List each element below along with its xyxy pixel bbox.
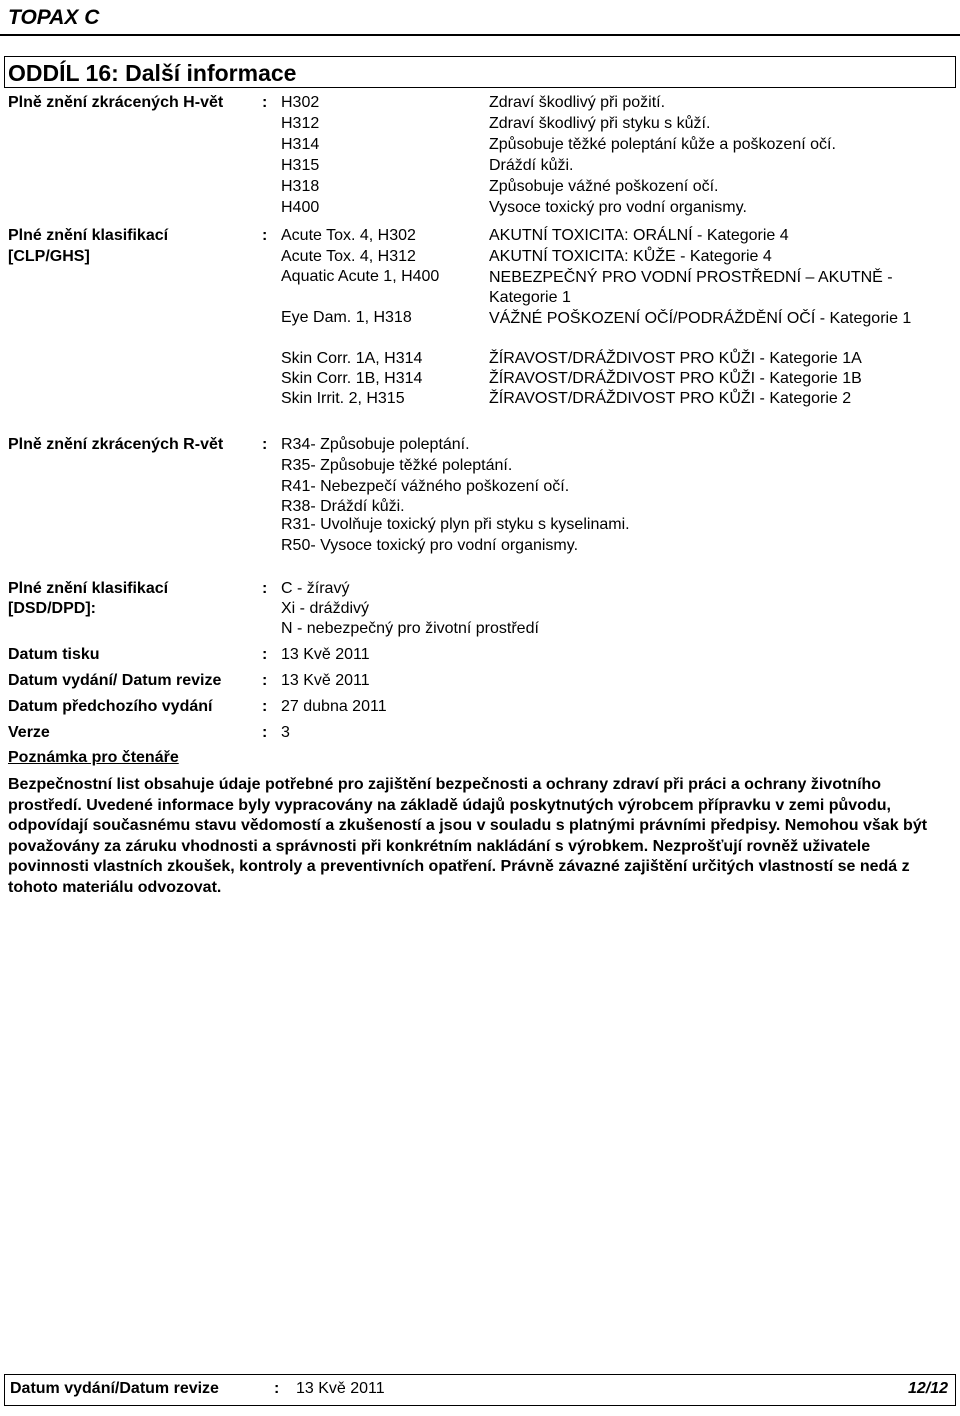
clp-label-line1: Plné znění klasifikací <box>8 227 169 244</box>
footer-colon: : <box>274 1380 280 1397</box>
issue-date-label: Datum vydání/ Datum revize <box>8 672 222 689</box>
clp-class-code: Acute Tox. 4, H302 <box>281 227 416 244</box>
h-phrase-text: Způsobuje těžké poleptání kůže a poškození očí. <box>489 136 836 153</box>
version-colon: : <box>262 724 268 741</box>
h-phrase-text: Zdraví škodlivý při požití. <box>489 94 666 111</box>
clp-class-code: Skin Corr. 1B, H314 <box>281 370 423 387</box>
section-title: ODDÍL 16: Další informace <box>8 60 297 86</box>
h-phrase-text: Vysoce toxický pro vodní organismy. <box>489 199 747 216</box>
page-number: 12/12 <box>907 1380 948 1397</box>
clp-class-code: Skin Irrit. 2, H315 <box>281 390 405 407</box>
clp-class-code: Eye Dam. 1, H318 <box>281 309 412 326</box>
clp-class-text: AKUTNÍ TOXICITA: ORÁLNÍ - Kategorie 4 <box>489 227 789 244</box>
clp-class-text: ŽÍRAVOST/DRÁŽDIVOST PRO KŮŽI - Kategorie 2 <box>489 390 852 407</box>
dsd-label-line2: [DSD/DPD]: <box>8 600 96 617</box>
r-phrase: R31- Uvolňuje toxický plyn při styku s kyselinami. <box>281 516 630 533</box>
print-date-colon: : <box>262 646 268 663</box>
h-phrase-text: Způsobuje vážné poškození očí. <box>489 178 719 195</box>
clp-class-code: Aquatic Acute 1, H400 <box>281 268 440 285</box>
dsd-label-line1: Plné znění klasifikací <box>8 580 169 597</box>
previous-issue-label: Datum předchozího vydání <box>8 698 213 715</box>
clp-colon: : <box>262 227 268 244</box>
r-phrases-label: Plně znění zkrácených R-vět <box>8 436 224 453</box>
product-title: TOPAX C <box>8 6 100 29</box>
r-phrase: R38- Dráždí kůži. <box>281 498 405 515</box>
h-phrases-label: Plně znění zkrácených H-vět <box>8 94 224 111</box>
h-phrase-text: Dráždí kůži. <box>489 157 574 174</box>
r-phrase: R34- Způsobuje poleptání. <box>281 436 470 453</box>
footer-date-value: 13 Kvě 2011 <box>296 1380 385 1397</box>
clp-class-text: ŽÍRAVOST/DRÁŽDIVOST PRO KŮŽI - Kategorie 1B <box>489 370 862 387</box>
issue-date-colon: : <box>262 672 268 689</box>
clp-class-text: NEBEZPEČNÝ PRO VODNÍ PROSTŘEDNÍ – AKUTNĚ - Kategorie 1 <box>489 269 893 306</box>
h-phrase-code: H302 <box>281 94 320 111</box>
h-phrase-code: H400 <box>281 199 320 216</box>
clp-class-code: Acute Tox. 4, H312 <box>281 248 416 265</box>
issue-date-value: 13 Kvě 2011 <box>281 672 370 689</box>
reader-note-text: Bezpečnostní list obsahuje údaje potřebné pro zajištění bezpečnosti a ochrany zdraví při práci a ochrany životního prostředí. Uvedené informace byly vypracovány na základě údajů poskytnutých výrobcem přípravku v zemi původu, odpovídají současnému stavu vědomostí a zkušeností a jsou v souladu s platnými právními předpisy. Nemohou však být považovány za záruku vhodnosti a správnosti při konkrétním nakládání s výrobkem. Nezprošťují rovněž uživatele povinnosti vlastních zkoušek, kontroly a preventivních opatření. Právně závazné zajištění určitých vlastností se nedá z tohoto materiálu odvozovat. <box>8 776 928 896</box>
dsd-class: Xi - dráždivý <box>281 600 370 617</box>
version-value: 3 <box>281 724 290 741</box>
r-phrases-colon: : <box>262 436 268 453</box>
h-phrase-code: H318 <box>281 178 320 195</box>
clp-label-line2: [CLP/GHS] <box>8 248 90 265</box>
dsd-class: C - žíravý <box>281 580 350 597</box>
clp-class-text: ŽÍRAVOST/DRÁŽDIVOST PRO KŮŽI - Kategorie 1A <box>489 350 862 367</box>
h-phrase-code: H314 <box>281 136 320 153</box>
footer-date-label: Datum vydání/Datum revize <box>10 1380 219 1397</box>
dsd-colon: : <box>262 580 268 597</box>
h-phrase-code: H312 <box>281 115 320 132</box>
reader-note-title: Poznámka pro čtenáře <box>8 749 179 766</box>
print-date-label: Datum tisku <box>8 646 100 663</box>
document-header <box>0 0 960 36</box>
previous-issue-colon: : <box>262 698 268 715</box>
h-phrases-colon: : <box>262 94 268 111</box>
dsd-class: N - nebezpečný pro životní prostředí <box>281 620 539 637</box>
h-phrase-text: Zdraví škodlivý při styku s kůží. <box>489 115 711 132</box>
print-date-value: 13 Kvě 2011 <box>281 646 370 663</box>
r-phrase: R41- Nebezpečí vážného poškození očí. <box>281 478 570 495</box>
previous-issue-value: 27 dubna 2011 <box>281 698 387 715</box>
version-label: Verze <box>8 724 50 741</box>
h-phrase-code: H315 <box>281 157 320 174</box>
clp-class-text: VÁŽNÉ POŠKOZENÍ OČÍ/PODRÁŽDĚNÍ OČÍ - Kategorie 1 <box>489 310 912 327</box>
clp-class-code: Skin Corr. 1A, H314 <box>281 350 423 367</box>
r-phrase: R35- Způsobuje těžké poleptání. <box>281 457 513 474</box>
clp-class-text: AKUTNÍ TOXICITA: KŮŽE - Kategorie 4 <box>489 248 772 265</box>
r-phrase: R50- Vysoce toxický pro vodní organismy. <box>281 537 579 554</box>
